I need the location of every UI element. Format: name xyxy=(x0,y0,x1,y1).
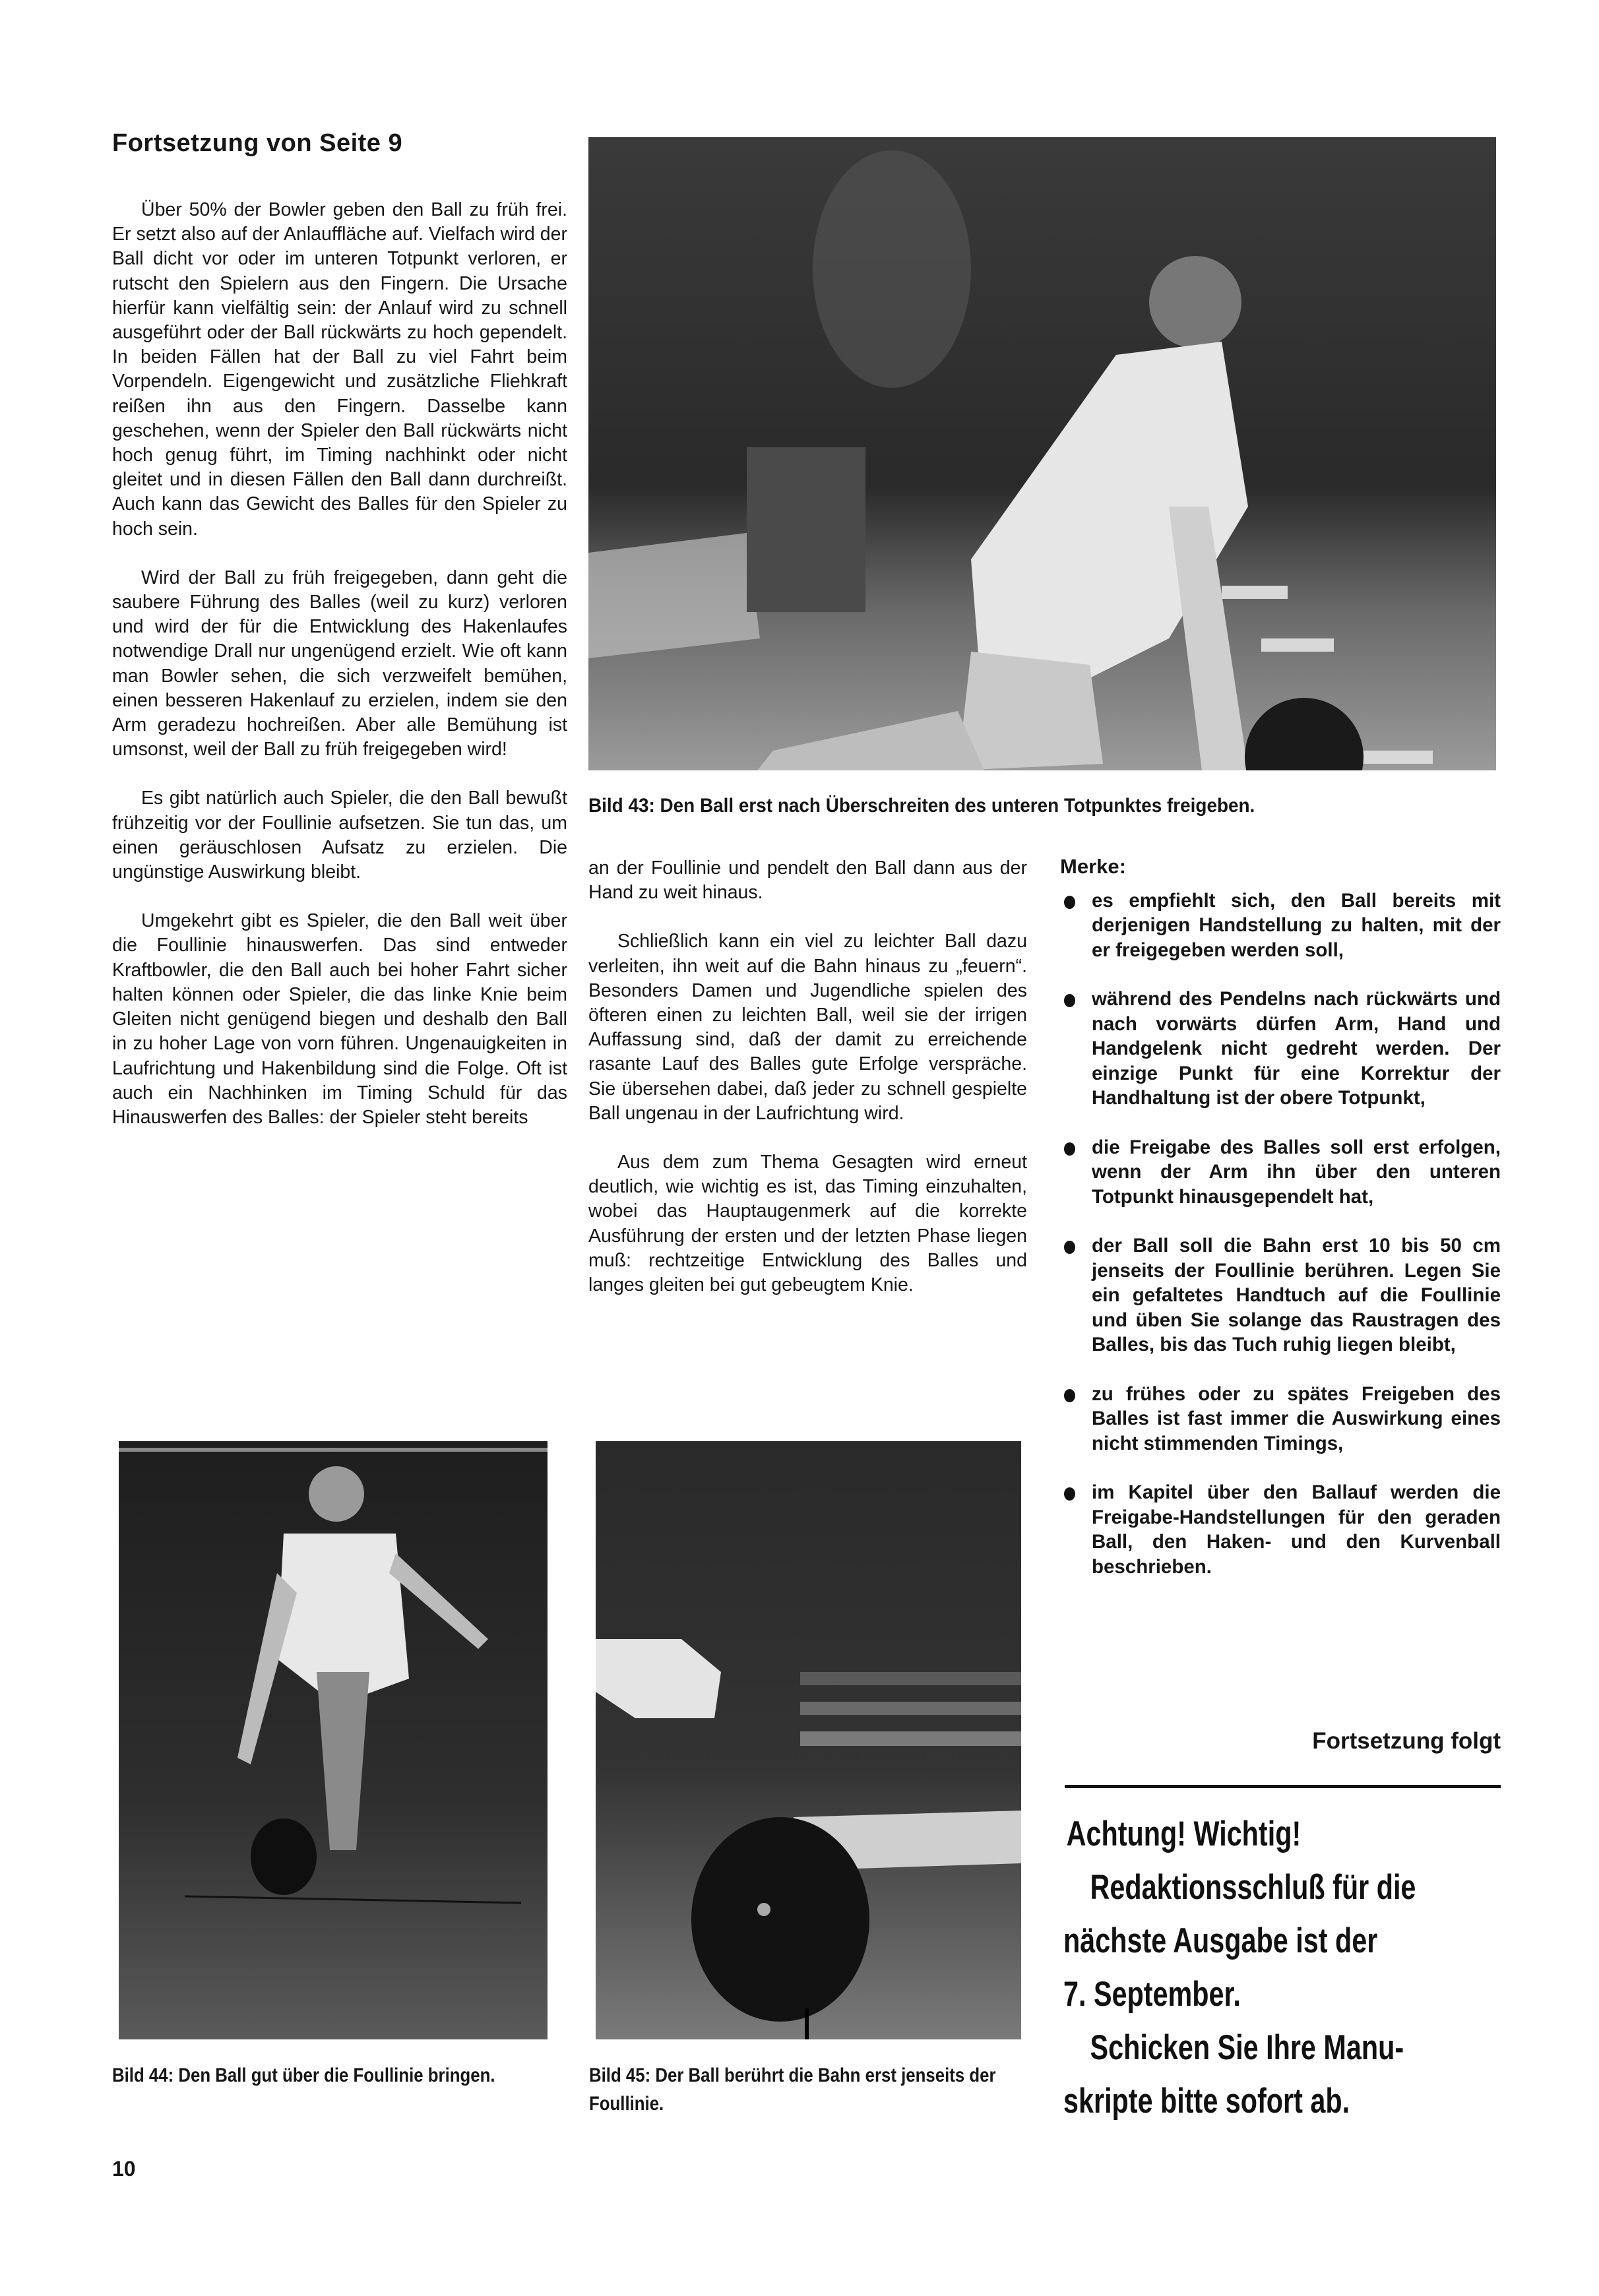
paragraph: an der Foullinie und pendelt den Ball dann aus der Hand zu weit hinaus. xyxy=(588,857,1027,904)
divider xyxy=(1065,1785,1501,1788)
figure-45-photo xyxy=(596,1441,1021,2039)
bullet-icon xyxy=(1064,994,1075,1007)
figure-43-caption: Bild 43: Den Ball erst nach Überschreiten des unteren Totpunktes freigeben. xyxy=(588,795,1255,817)
bowler-front-photo xyxy=(119,1441,548,2039)
list-item: es empfiehlt sich, den Ball bereits mit derjenigen Handstellung zu halten, mit der er freigegeben werden soll, xyxy=(1060,888,1501,963)
page-heading: Fortsetzung von Seite 9 xyxy=(112,129,403,157)
merke-title: Merke: xyxy=(1060,855,1126,878)
bullet-icon xyxy=(1064,896,1075,909)
ball-release-photo xyxy=(596,1441,1021,2039)
notice-line: 7. September. xyxy=(1063,1975,1241,2014)
list-item: im Kapitel über den Ballauf werden die Freigabe-Handstellungen für den geraden Ball, den Haken- und den Kurvenball beschrieben. xyxy=(1060,1480,1501,1579)
bullet-icon xyxy=(1064,1487,1075,1501)
figure-44-photo xyxy=(119,1441,548,2039)
figure-44-caption: Bild 44: Den Ball gut über die Foullinie bringen. xyxy=(112,2064,495,2086)
paragraph: Wird der Ball zu früh freigegeben, dann geht die saubere Führung des Balles (weil zu kurz) verloren und wird der für die Entwicklung des Hakenlaufes notwendige Drall nur ungenügend erzielt. Wie oft kann man Bowler sehen, die sich verzweifelt bemühen, einen besseren Hakenlauf zu erzielen, indem sie den Arm geradezu hochreißen. Aber alle Bemühung ist umsonst, weil der Ball zu früh freigegeben wird! xyxy=(112,567,567,760)
notice-box xyxy=(1063,1807,1512,2128)
list-item: zu frühes oder zu spätes Freigeben des Balles ist fast immer die Auswirkung eines nicht stimmenden Timings, xyxy=(1060,1382,1501,1456)
list-item: während des Pendelns nach rückwärts und nach vorwärts dürfen Arm, Hand und Handgelenk nicht gedreht werden. Der einzige Punkt für eine Korrektur der Handhaltung ist der obere Totpunkt, xyxy=(1060,987,1501,1111)
paragraph: Schließlich kann ein viel zu leichter Ball dazu verleiten, ihn weit auf die Bahn hinaus zu „feuern“. Besonders Damen und Jugendliche spielen des öfteren einen zu leichten Ball, weil sie der irrigen Auffassung sind, daß der damit zu erreichende rasante Lauf des Balles gute Erfolge verspräche. Sie übersehen dabei, daß jeder zu schnell gespielte Ball ungenau in der Laufrichtung wird. xyxy=(588,931,1027,1124)
notice-line: Schicken Sie Ihre Manu- xyxy=(1090,2028,1404,2067)
figure-45-caption: Bild 45: Der Ball berührt die Bahn erst jenseits der Foullinie. xyxy=(589,2064,996,2115)
left-column xyxy=(112,198,567,1154)
bowler-slide-photo xyxy=(588,137,1496,770)
paragraph: Umgekehrt gibt es Spieler, die den Ball weit über die Foullinie hinauswerfen. Das sind entweder Kraftbowler, die den Ball auch bei hoher Fahrt sicher halten können oder Spieler, die das linke Knie beim Gleiten nicht genügend biegen und deshalb den Ball in zu hoher Lage von vorn führen. Ungenauigkeiten in Laufrichtung und Hakenbildung sind die Folge. Oft ist auch ein Nachhinken im Timing Schuld für das Hinauswerfen des Balles: der Spieler steht bereits xyxy=(112,910,567,1128)
notice-line: Achtung! Wichtig! xyxy=(1066,1815,1301,1853)
middle-column xyxy=(588,856,1027,1322)
merke-box xyxy=(1060,854,1501,1603)
list-item: die Freigabe des Balles soll erst erfolgen, wenn der Arm ihn über den unteren Totpunkt hinausgependelt hat, xyxy=(1060,1135,1501,1210)
notice-line: skripte bitte sofort ab. xyxy=(1063,2082,1350,2121)
page-number: 10 xyxy=(112,2157,136,2181)
list-item: der Ball soll die Bahn erst 10 bis 50 cm jenseits der Foullinie berühren. Legen Sie ein gefaltetes Handtuch auf die Foullinie und üben Sie solange das Raustragen des Balles, bis das Tuch ruhig liegen bleibt, xyxy=(1060,1233,1501,1357)
notice-line: Redaktionsschluß für die xyxy=(1090,1868,1416,1907)
bullet-icon xyxy=(1064,1241,1075,1254)
figure-43-photo xyxy=(588,137,1496,770)
paragraph: Es gibt natürlich auch Spieler, die den Ball bewußt frühzeitig vor der Foullinie aufsetzen. Sie tun das, um einen geräuschlosen Aufsatz zu erzielen. Die ungünstige Auswirkung bleibt. xyxy=(112,788,567,883)
merke-list xyxy=(1060,888,1501,1580)
notice-line: nächste Ausgabe ist der xyxy=(1063,1921,1378,1960)
paragraph: Über 50% der Bowler geben den Ball zu früh frei. Er setzt also auf der Anlauffläche auf. Vielfach wird der Ball dicht vor oder im unteren Totpunkt verloren, er rutscht den Spielern aus den Fingern. Die Ursache hierfür kann vielfältig sein: der Anlauf wird zu schnell ausgeführt oder der Ball rückwärts zu hoch gependelt. In beiden Fällen hat der Ball zu viel Fahrt beim Vorpendeln. Eigengewicht und zusätzliche Fliehkraft reißen ihn aus den Fingern. Dasselbe kann geschehen, wenn der Spieler den Ball rückwärts nicht hoch genug führt, im Timing nachhinkt oder nicht gleitet und in diesen Fällen den Ball dann durchreißt. Auch kann das Gewicht des Balles für den Spieler zu hoch sein. xyxy=(112,199,567,540)
continued-label: Fortsetzung folgt xyxy=(1312,1728,1501,1754)
bullet-icon xyxy=(1064,1142,1075,1156)
bullet-icon xyxy=(1064,1389,1075,1402)
paragraph: Aus dem zum Thema Gesagten wird erneut deutlich, wie wichtig es ist, das Timing einzuhalten, wobei das Hauptaugenmerk auf die korrekte Ausführung der ersten und der letzten Phase liegen muß: rechtzeitige Entwicklung des Balles und langes gleiten bei gut gebeugtem Knie. xyxy=(588,1152,1027,1296)
